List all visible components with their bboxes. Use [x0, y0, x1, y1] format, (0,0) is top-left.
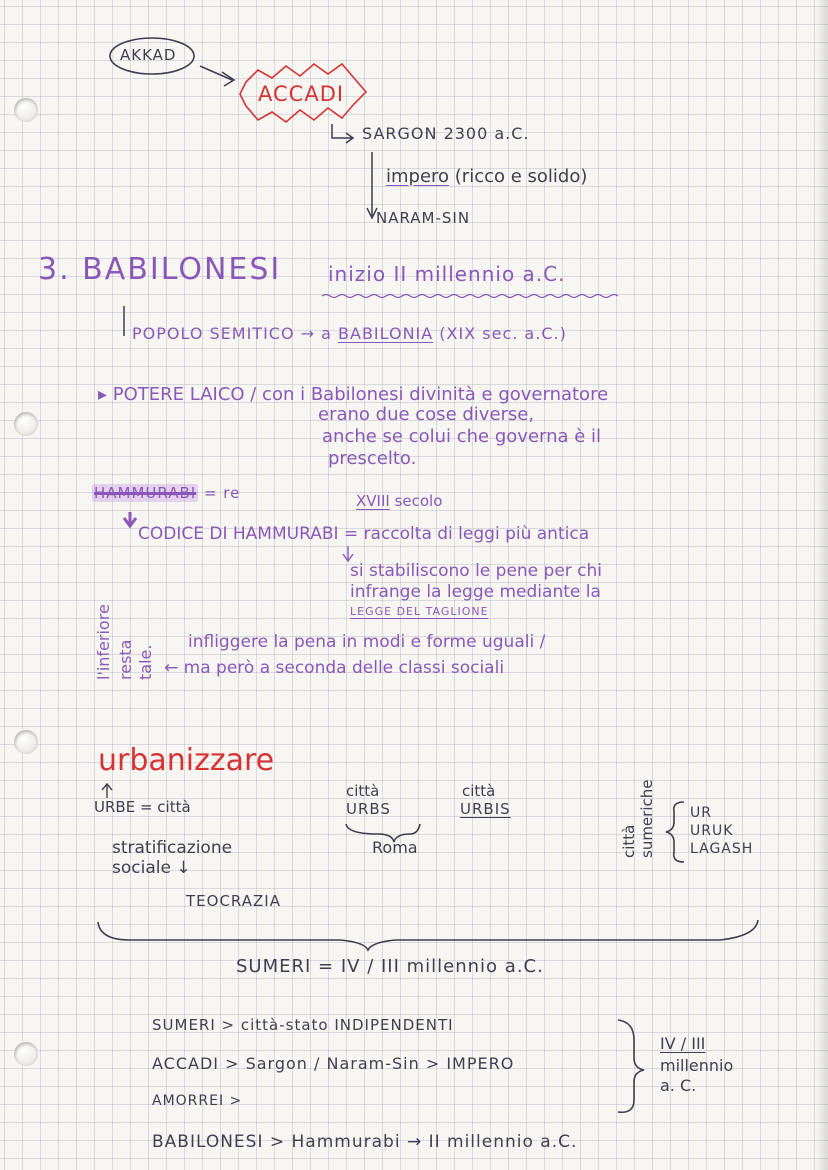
- potere-l2: erano due cose diverse,: [318, 404, 535, 425]
- heading-babilonesi: 3. BABILONESI: [38, 252, 282, 287]
- brace-sumerian-cities: [666, 802, 684, 862]
- popolo-place: BABILONIA: [338, 324, 434, 343]
- sumeri-millennio: SUMERI = IV / III millennio a.C.: [236, 956, 544, 977]
- hammurabi-eq: = re: [198, 484, 241, 502]
- stratificazione: stratificazione: [112, 838, 233, 858]
- urbis: URBIS: [460, 800, 511, 818]
- arrow-stabiliscono: [343, 546, 353, 561]
- potere-laico: ▸ POTERE LAICO / con i Babilonesi divinità e governatore: [98, 384, 609, 405]
- side-note-l2: resta: [116, 639, 135, 680]
- arrow-urbe: [102, 784, 112, 798]
- legge-del-taglione: LEGGE DEL TAGLIONE: [350, 605, 489, 618]
- bracket-summary: [618, 1020, 644, 1112]
- city-lagash: LAGASH: [690, 841, 754, 857]
- popolo-line: [132, 326, 567, 342]
- akkad-label: AKKAD: [120, 46, 177, 64]
- infliggere-l2: ← ma però a seconda delle classi sociali: [164, 658, 505, 678]
- urbs-1: URBS: [346, 800, 391, 818]
- urbanizzare-title: urbanizzare: [98, 743, 275, 778]
- citta-1: città: [346, 782, 380, 800]
- summary-row: AMORREI >: [152, 1093, 243, 1109]
- hammurabi-line: [92, 486, 240, 501]
- hammurabi-name: HAMMURABI: [94, 484, 197, 502]
- stabiliscono-l2: infrange la legge mediante la: [350, 582, 601, 602]
- sumerian-cities-label: città sumeriche: [620, 779, 656, 858]
- arrow-akkad-accadi: [200, 66, 234, 86]
- impero-rest: (ricco e solido): [449, 166, 588, 187]
- century-word: secolo: [389, 492, 443, 510]
- bracket-millennio-l2: millennio: [660, 1056, 734, 1075]
- sargon-line: SARGON 2300 a.C.: [362, 124, 530, 143]
- sociale: sociale ↓: [112, 858, 191, 878]
- roma: Roma: [372, 838, 418, 857]
- potere-l4: prescelto.: [328, 448, 417, 469]
- naram-sin-label: NARAM-SIN: [376, 209, 471, 227]
- brace-sumeri: [98, 920, 758, 950]
- summary-babilonesi: BABILONESI > Hammurabi → II millennio a.C.: [152, 1132, 578, 1152]
- century-line: [356, 494, 442, 509]
- bracket-millennio-l1: IV / III: [660, 1034, 706, 1053]
- popolo-post: (XIX sec. a.C.): [433, 324, 567, 343]
- potere-l3: anche se colui che governa è il: [322, 426, 602, 447]
- babilonesi-start: inizio II millennio a.C.: [328, 262, 566, 286]
- impero-line: [386, 168, 587, 186]
- century-roman: XVIII: [356, 492, 390, 510]
- side-note-l3: tale.: [136, 644, 155, 680]
- summary-row: ACCADI > Sargon / Naram-Sin > IMPERO: [152, 1054, 515, 1073]
- accadi-label: ACCADI: [258, 82, 345, 106]
- summary-row: SUMERI > città-stato INDIPENDENTI: [152, 1016, 454, 1034]
- city-ur: UR: [690, 805, 712, 821]
- side-note-l1: l'inferiore: [94, 604, 113, 680]
- stabiliscono-l1: si stabiliscono le pene per chi: [350, 561, 603, 581]
- citta-2: città: [462, 782, 496, 800]
- urbe-eq: URBE = città: [94, 798, 191, 816]
- arrow-codice: [124, 512, 136, 526]
- arrow-sargon: [332, 124, 353, 143]
- teocrazia: TEOCRAZIA: [186, 892, 281, 910]
- city-uruk: URUK: [690, 823, 734, 839]
- infliggere-l1: infliggere la pena in modi e forme uguali /: [188, 632, 546, 652]
- popolo-pre: POPOLO SEMITICO → a: [132, 324, 339, 343]
- wavy-underline-inizio: [322, 295, 618, 298]
- impero-word: impero: [386, 166, 450, 187]
- codice-line: CODICE DI HAMMURABI = raccolta di leggi più antica: [138, 524, 590, 544]
- bracket-millennio-l3: a. C.: [660, 1076, 697, 1095]
